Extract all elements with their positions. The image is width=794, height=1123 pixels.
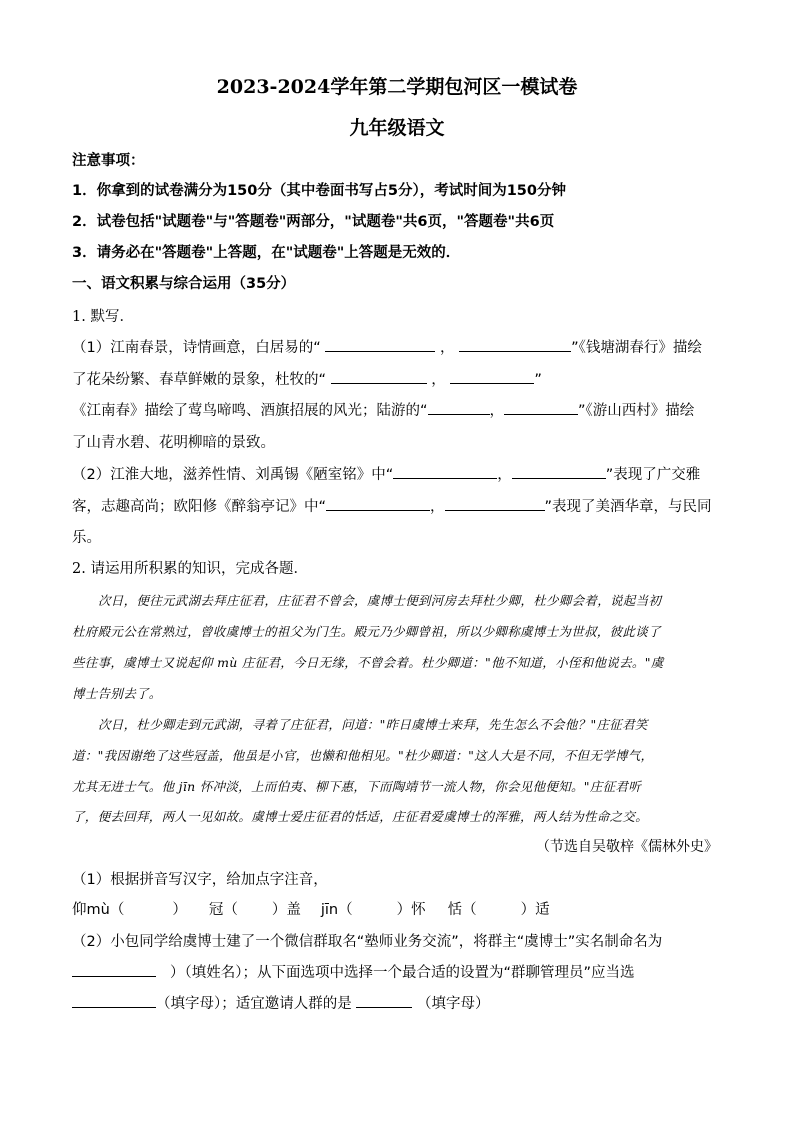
q1-text: ”《钱塘湖春行》描绘 (571, 340, 702, 356)
q1-text: ， (497, 467, 512, 483)
q1-text: ” (534, 372, 542, 388)
pinyin-item: ）盖 (271, 902, 301, 918)
answer-blank[interactable] (459, 337, 571, 352)
pinyin-item: ）适 (520, 902, 550, 918)
q1-text: ”《游山西村》描绘 (578, 403, 695, 419)
q2-text: （填字母）；适宜邀请人群的是 (156, 996, 352, 1012)
q2-sub2-line-2 (72, 962, 732, 984)
answer-blank[interactable] (504, 400, 578, 415)
q2-sub1-label: （1）根据拼音写汉字，给加点字注音， (72, 872, 328, 888)
q2-text: （填字母） (416, 996, 490, 1012)
q1-text: 了花朵纷繁、春草鲜嫩的景象，杜牧的“ (72, 372, 327, 388)
exam-title: 2023-2024学年第二学期包河区一模试卷 (216, 76, 578, 98)
section-heading: 一、语文积累与综合运用（35分） (72, 276, 296, 292)
q1-p1-line-4: 了山青水碧、花明柳暗的景致。 (72, 435, 275, 451)
q2-sub1-items (72, 899, 732, 921)
passage-line: 次日，便往元武湖去拜庄征君，庄征君不曾会，虞博士便到河房去拜杜少卿，杜少卿会着，说起当初 (98, 593, 662, 608)
q1-text: ”表现了广交雅 (605, 467, 701, 483)
q1-text: （2）江淮大地，滋养性情、刘禹锡《陋室铭》中“ (72, 467, 394, 483)
q1-p2-line-3: 乐。 (72, 530, 101, 546)
q1-p2-line-1 (72, 464, 732, 486)
answer-blank[interactable] (331, 369, 427, 384)
answer-blank[interactable] (325, 337, 435, 352)
passage-line: 杜府殿元公在常熟过，曾收虞博士的祖父为门生。殿元乃少卿曾祖，所以少卿称虞博士为世叔，彼此谈了 (72, 624, 661, 639)
q1-text: ， (439, 340, 455, 356)
passage-line: 博士告别去了。 (72, 686, 162, 701)
passage-line: 些往事，虞博士又说起仰 mù 庄征君，今日无缘，不曾会着。杜少卿道："他不知道，小侄和他说去。"虞 (72, 655, 664, 670)
q1-label: 1. 默写． (72, 309, 134, 325)
answer-blank[interactable] (512, 464, 606, 479)
q1-text: 《江南春》描绘了莺鸟啼鸣、酒旗招展的风光；陆游的“ (72, 403, 428, 419)
pinyin-item: 仰mù（ (72, 902, 125, 918)
pinyin-item: ）怀 (396, 902, 426, 918)
q2-label: 2. 请运用所积累的知识，完成各题． (72, 561, 308, 577)
exam-subtitle: 九年级语文 (349, 117, 445, 139)
passage-line: 道："我因谢绝了这些冠盖，他虽是小官，也懒和他相见。"杜少卿道："这人大是不同，不但无学博气， (72, 748, 654, 763)
notice-item-1: 1．你拿到的试卷满分为150分（其中卷面书写占5分），考试时间为150分钟 (72, 183, 566, 199)
answer-blank[interactable] (356, 993, 412, 1008)
q2-sub2-line-1: （2）小包同学给虞博士建了一个微信群取名“塾师业务交流”，将群主“虞博士”实名制命名为 (72, 934, 663, 950)
q1-text: ”表现了美酒华章，与民同 (544, 499, 712, 515)
passage-source: （节选自吴敬梓《儒林外史》 (536, 839, 718, 855)
answer-blank[interactable] (72, 993, 156, 1008)
q1-p1-line-1 (72, 337, 732, 359)
answer-blank[interactable] (326, 496, 430, 511)
q1-text: ， (431, 372, 446, 388)
notice-item-2: 2．试卷包括"试题卷"与"答题卷"两部分，"试题卷"共6页，"答题卷"共6页 (72, 214, 555, 230)
answer-blank[interactable] (72, 962, 156, 977)
pinyin-item: jīn（ (320, 902, 353, 918)
passage-line: 次日，杜少卿走到元武湖，寻着了庄征君，问道："昨日虞博士来拜，先生怎么不会他？"庄征君笑 (98, 717, 648, 732)
q1-text: 客，志趣高尚；欧阳修《醉翁亭记》中“ (72, 499, 327, 515)
q1-text: ， (430, 499, 445, 515)
answer-blank[interactable] (445, 496, 545, 511)
q1-p2-line-2 (72, 496, 732, 518)
q1-text: ， (489, 403, 505, 419)
answer-blank[interactable] (450, 369, 534, 384)
passage-line: 尤其无进士气。他 jīn 怀冲淡，上而伯夷、柳下惠，下而陶靖节一流人物，你会见他便知。"庄征君听 (72, 779, 642, 794)
pinyin-item: 冠（ (208, 902, 238, 918)
notice-item-3: 3．请务必在"答题卷"上答题，在"试题卷"上答题是无效的． (72, 245, 461, 261)
q1-text: （1）江南春景，诗情画意，白居易的“ (72, 340, 321, 356)
answer-blank[interactable] (393, 464, 497, 479)
q2-sub2-line-3 (72, 993, 732, 1015)
q1-p1-line-2 (72, 369, 732, 391)
pinyin-item: 恬（ (447, 902, 477, 918)
notice-heading: 注意事项： (72, 153, 145, 169)
q1-p1-line-3 (72, 400, 732, 422)
answer-blank[interactable] (428, 400, 490, 415)
pinyin-item: ） (172, 902, 187, 918)
q2-text: ）（填姓名）；从下面选项中选择一个最合适的设置为“群聊管理员”应当选 (170, 965, 635, 981)
passage-line: 了，便去回拜，两人一见如故。虞博士爱庄征君的恬适，庄征君爱虞博士的浑雅，两人结为性命之交。 (72, 809, 649, 824)
